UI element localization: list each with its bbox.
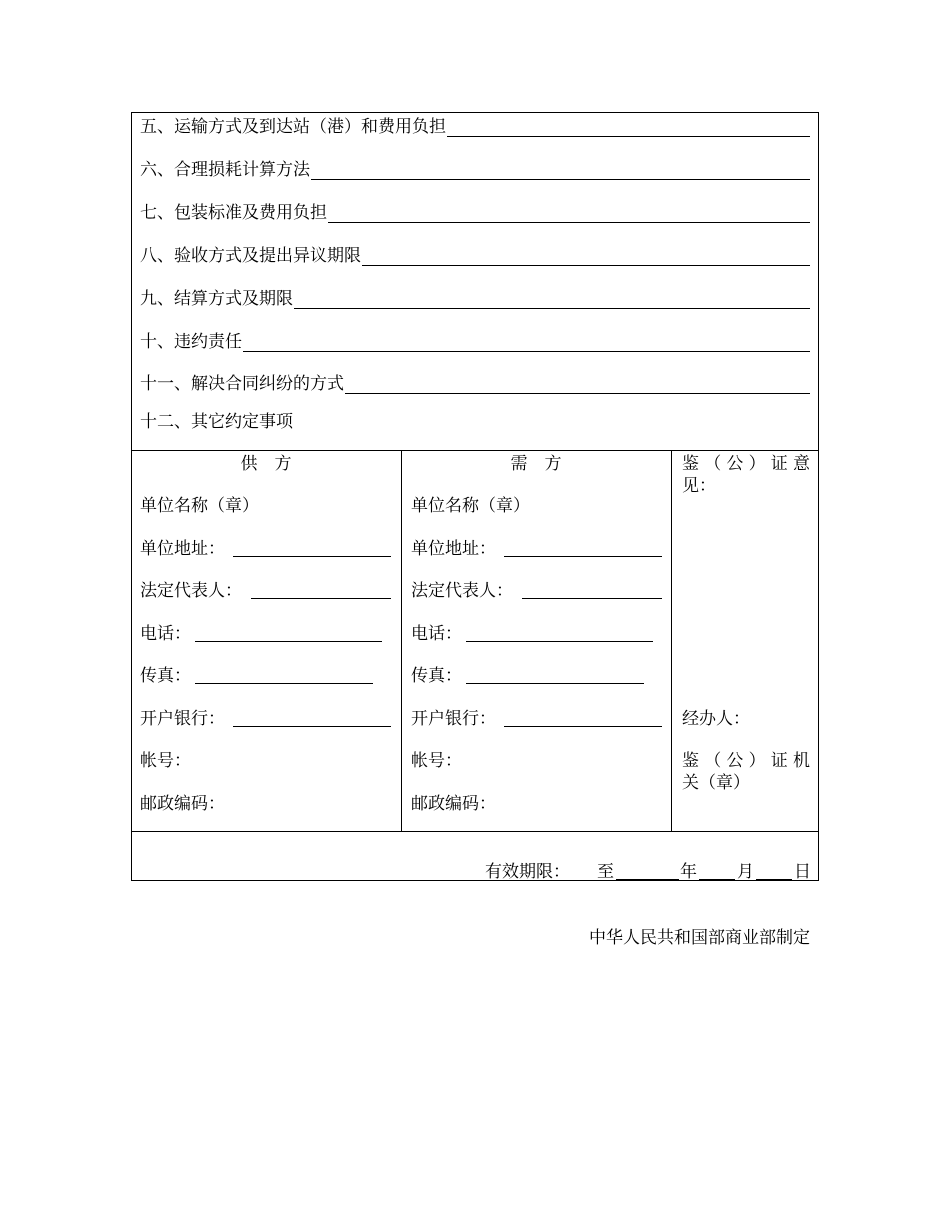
clause-other-matters: 十二、其它约定事项 [140, 412, 293, 432]
buyer-phone-field[interactable] [466, 641, 653, 642]
issuer-footer: 中华人民共和国部商业部制定 [589, 928, 810, 948]
validity-to: 至 [597, 862, 614, 882]
column-divider [401, 450, 402, 831]
buyer-fax-field[interactable] [466, 683, 644, 684]
clause-label: 九、结算方式及期限 [140, 289, 293, 309]
fill-line[interactable] [294, 288, 810, 309]
notary-opinion-char: 公 [726, 454, 744, 474]
notary-opinion-line1 [682, 454, 810, 474]
clause-acceptance[interactable] [140, 242, 810, 266]
supplier-address-field[interactable] [233, 556, 391, 557]
supplier-bank-field[interactable] [233, 726, 391, 727]
buyer-fax-label: 传真： [411, 666, 462, 686]
validity-month-field[interactable] [699, 879, 735, 880]
supplier-address-label: 单位地址： [140, 539, 225, 559]
fill-line[interactable] [447, 116, 810, 137]
fill-line[interactable] [328, 202, 810, 223]
notary-authority-char: ） [748, 751, 766, 771]
buyer-unit-name-label: 单位名称（章） [411, 496, 530, 516]
notary-handler-label: 经办人： [682, 709, 750, 729]
buyer-heading: 需 方 [510, 454, 562, 474]
notary-opinion-char: 意 [792, 454, 810, 474]
supplier-account-label: 帐号： [140, 751, 191, 771]
supplier-legal-rep-label: 法定代表人： [140, 581, 242, 601]
validity-label: 有效期限： [485, 862, 570, 882]
buyer-bank-field[interactable] [504, 726, 662, 727]
notary-opinion-line2: 见： [682, 476, 716, 496]
notary-authority-line2: 关（章） [682, 773, 750, 793]
validity-day: 日 [794, 862, 811, 882]
supplier-postcode-label: 邮政编码： [140, 794, 225, 814]
clause-label: 六、合理损耗计算方法 [140, 160, 310, 180]
clause-packaging[interactable] [140, 199, 810, 223]
buyer-legal-rep-label: 法定代表人： [411, 581, 513, 601]
notary-authority-char: 证 [770, 751, 788, 771]
supplier-fax-field[interactable] [195, 683, 373, 684]
clause-label: 五、运输方式及到达站（港）和费用负担 [140, 117, 446, 137]
notary-opinion-char: ） [748, 454, 766, 474]
buyer-account-label: 帐号： [411, 751, 462, 771]
section-divider [131, 450, 819, 451]
validity-year-field[interactable] [616, 879, 679, 880]
section-divider [131, 831, 819, 832]
notary-authority-line1 [682, 751, 810, 771]
notary-authority-char: 鉴 [682, 751, 699, 771]
clause-label: 七、包装标准及费用负担 [140, 203, 327, 223]
supplier-phone-label: 电话： [140, 624, 191, 644]
supplier-legal-rep-field[interactable] [251, 598, 391, 599]
buyer-postcode-label: 邮政编码： [411, 794, 496, 814]
clause-loss-calculation[interactable] [140, 156, 810, 180]
fill-line[interactable] [243, 331, 810, 352]
validity-month: 月 [737, 862, 754, 882]
buyer-address-label: 单位地址： [411, 539, 496, 559]
clause-settlement[interactable] [140, 285, 810, 309]
supplier-fax-label: 传真： [140, 666, 191, 686]
clause-label: 八、验收方式及提出异议期限 [140, 246, 361, 266]
clause-label: 十一、解决合同纠纷的方式 [140, 374, 344, 394]
supplier-unit-name-label: 单位名称（章） [140, 496, 259, 516]
notary-authority-char: （ [704, 751, 722, 771]
clause-liability[interactable] [140, 328, 810, 352]
validity-day-field[interactable] [756, 879, 792, 880]
supplier-heading: 供 方 [240, 454, 292, 474]
buyer-legal-rep-field[interactable] [522, 598, 662, 599]
clause-label: 十、违约责任 [140, 332, 242, 352]
clause-transport[interactable] [140, 113, 810, 137]
fill-line[interactable] [362, 245, 810, 266]
buyer-bank-label: 开户银行： [411, 709, 496, 729]
notary-opinion-char: （ [704, 454, 722, 474]
fill-line[interactable] [345, 373, 810, 394]
supplier-phone-field[interactable] [195, 641, 382, 642]
validity-year: 年 [680, 862, 697, 882]
buyer-address-field[interactable] [504, 556, 662, 557]
supplier-bank-label: 开户银行： [140, 709, 225, 729]
notary-authority-char: 机 [792, 751, 810, 771]
notary-opinion-char: 鉴 [682, 454, 699, 474]
notary-opinion-char: 证 [770, 454, 788, 474]
clause-dispute[interactable] [140, 370, 810, 394]
fill-line[interactable] [311, 159, 810, 180]
buyer-phone-label: 电话： [411, 624, 462, 644]
notary-authority-char: 公 [726, 751, 744, 771]
column-divider [671, 450, 672, 831]
